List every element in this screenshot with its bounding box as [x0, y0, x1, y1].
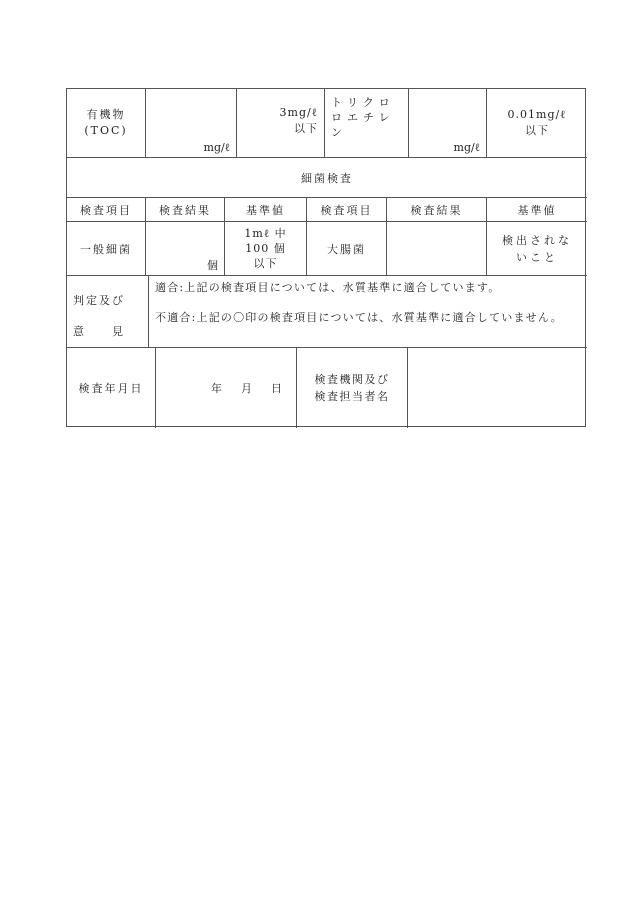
- toc-standard-limit: 以下: [294, 122, 318, 135]
- toc-label: 有機物: [86, 108, 126, 121]
- coliform-standard-line2: いこと: [516, 250, 558, 264]
- toc-standard-cell: [237, 89, 325, 158]
- tce-standard-value: 0.01mg/ℓ: [507, 108, 567, 121]
- toc-label-cell: [67, 89, 146, 158]
- bacteria-title-text: 細菌検査: [301, 171, 353, 185]
- coliform-result-cell[interactable]: [387, 222, 487, 276]
- coliform-label: 大腸菌: [307, 222, 387, 276]
- opinion-label: 意 見: [73, 325, 125, 338]
- judgment-label: 判定及び: [73, 294, 125, 307]
- agency-label: [297, 348, 408, 428]
- header-item-2: 検査項目: [307, 198, 387, 222]
- tce-standard-limit: 以下: [525, 124, 549, 137]
- tce-unit: mg/ℓ: [453, 141, 480, 154]
- judgment-label-cell: [67, 276, 149, 348]
- toc-unit: mg/ℓ: [203, 141, 230, 154]
- header-result-2: 検査結果: [387, 198, 487, 222]
- judgment-conform-text: 適合:上記の検査項目については、水質基準に適合しています。: [155, 281, 501, 294]
- date-year: 年: [211, 382, 222, 395]
- general-standard-line2: 100 個: [245, 242, 286, 255]
- toc-label-sub: (TOC): [84, 124, 128, 137]
- date-day: 日: [271, 382, 282, 395]
- bacteria-section-title: [67, 158, 587, 198]
- general-standard-line1: 1mℓ 中: [244, 227, 287, 240]
- tce-result-cell[interactable]: [409, 89, 487, 158]
- coliform-standard: [487, 222, 587, 276]
- general-bacteria-standard: [225, 222, 307, 276]
- inspection-date-cell[interactable]: [156, 348, 297, 428]
- tce-label: トリクロロエチレン: [331, 96, 395, 139]
- coliform-standard-line1: 検出されな: [502, 233, 572, 247]
- agency-input-cell[interactable]: [408, 348, 587, 428]
- water-quality-form: [66, 88, 586, 427]
- tce-standard-cell: [487, 89, 587, 158]
- date-month: 月: [241, 382, 252, 395]
- header-result-1: 検査結果: [146, 198, 225, 222]
- judgment-text-cell: [149, 276, 587, 348]
- header-standard-1: 基準値: [225, 198, 307, 222]
- general-bacteria-unit: 個: [207, 259, 218, 272]
- agency-label-line1: 検査機関及び: [314, 373, 390, 386]
- inspection-date-label: 検査年月日: [67, 348, 156, 428]
- tce-label-cell: [325, 89, 409, 158]
- general-standard-line3: 以下: [253, 257, 278, 270]
- general-bacteria-label: 一般細菌: [67, 222, 146, 276]
- header-item-1: 検査項目: [67, 198, 146, 222]
- toc-result-cell[interactable]: [146, 89, 237, 158]
- general-bacteria-result-cell[interactable]: [146, 222, 225, 276]
- header-standard-2: 基準値: [487, 198, 587, 222]
- agency-label-line2: 検査担当者名: [314, 390, 390, 403]
- judgment-nonconform-text: 不適合:上記の〇印の検査項目については、水質基準に適合していません。: [155, 311, 563, 324]
- toc-standard-value: 3mg/ℓ: [279, 106, 318, 119]
